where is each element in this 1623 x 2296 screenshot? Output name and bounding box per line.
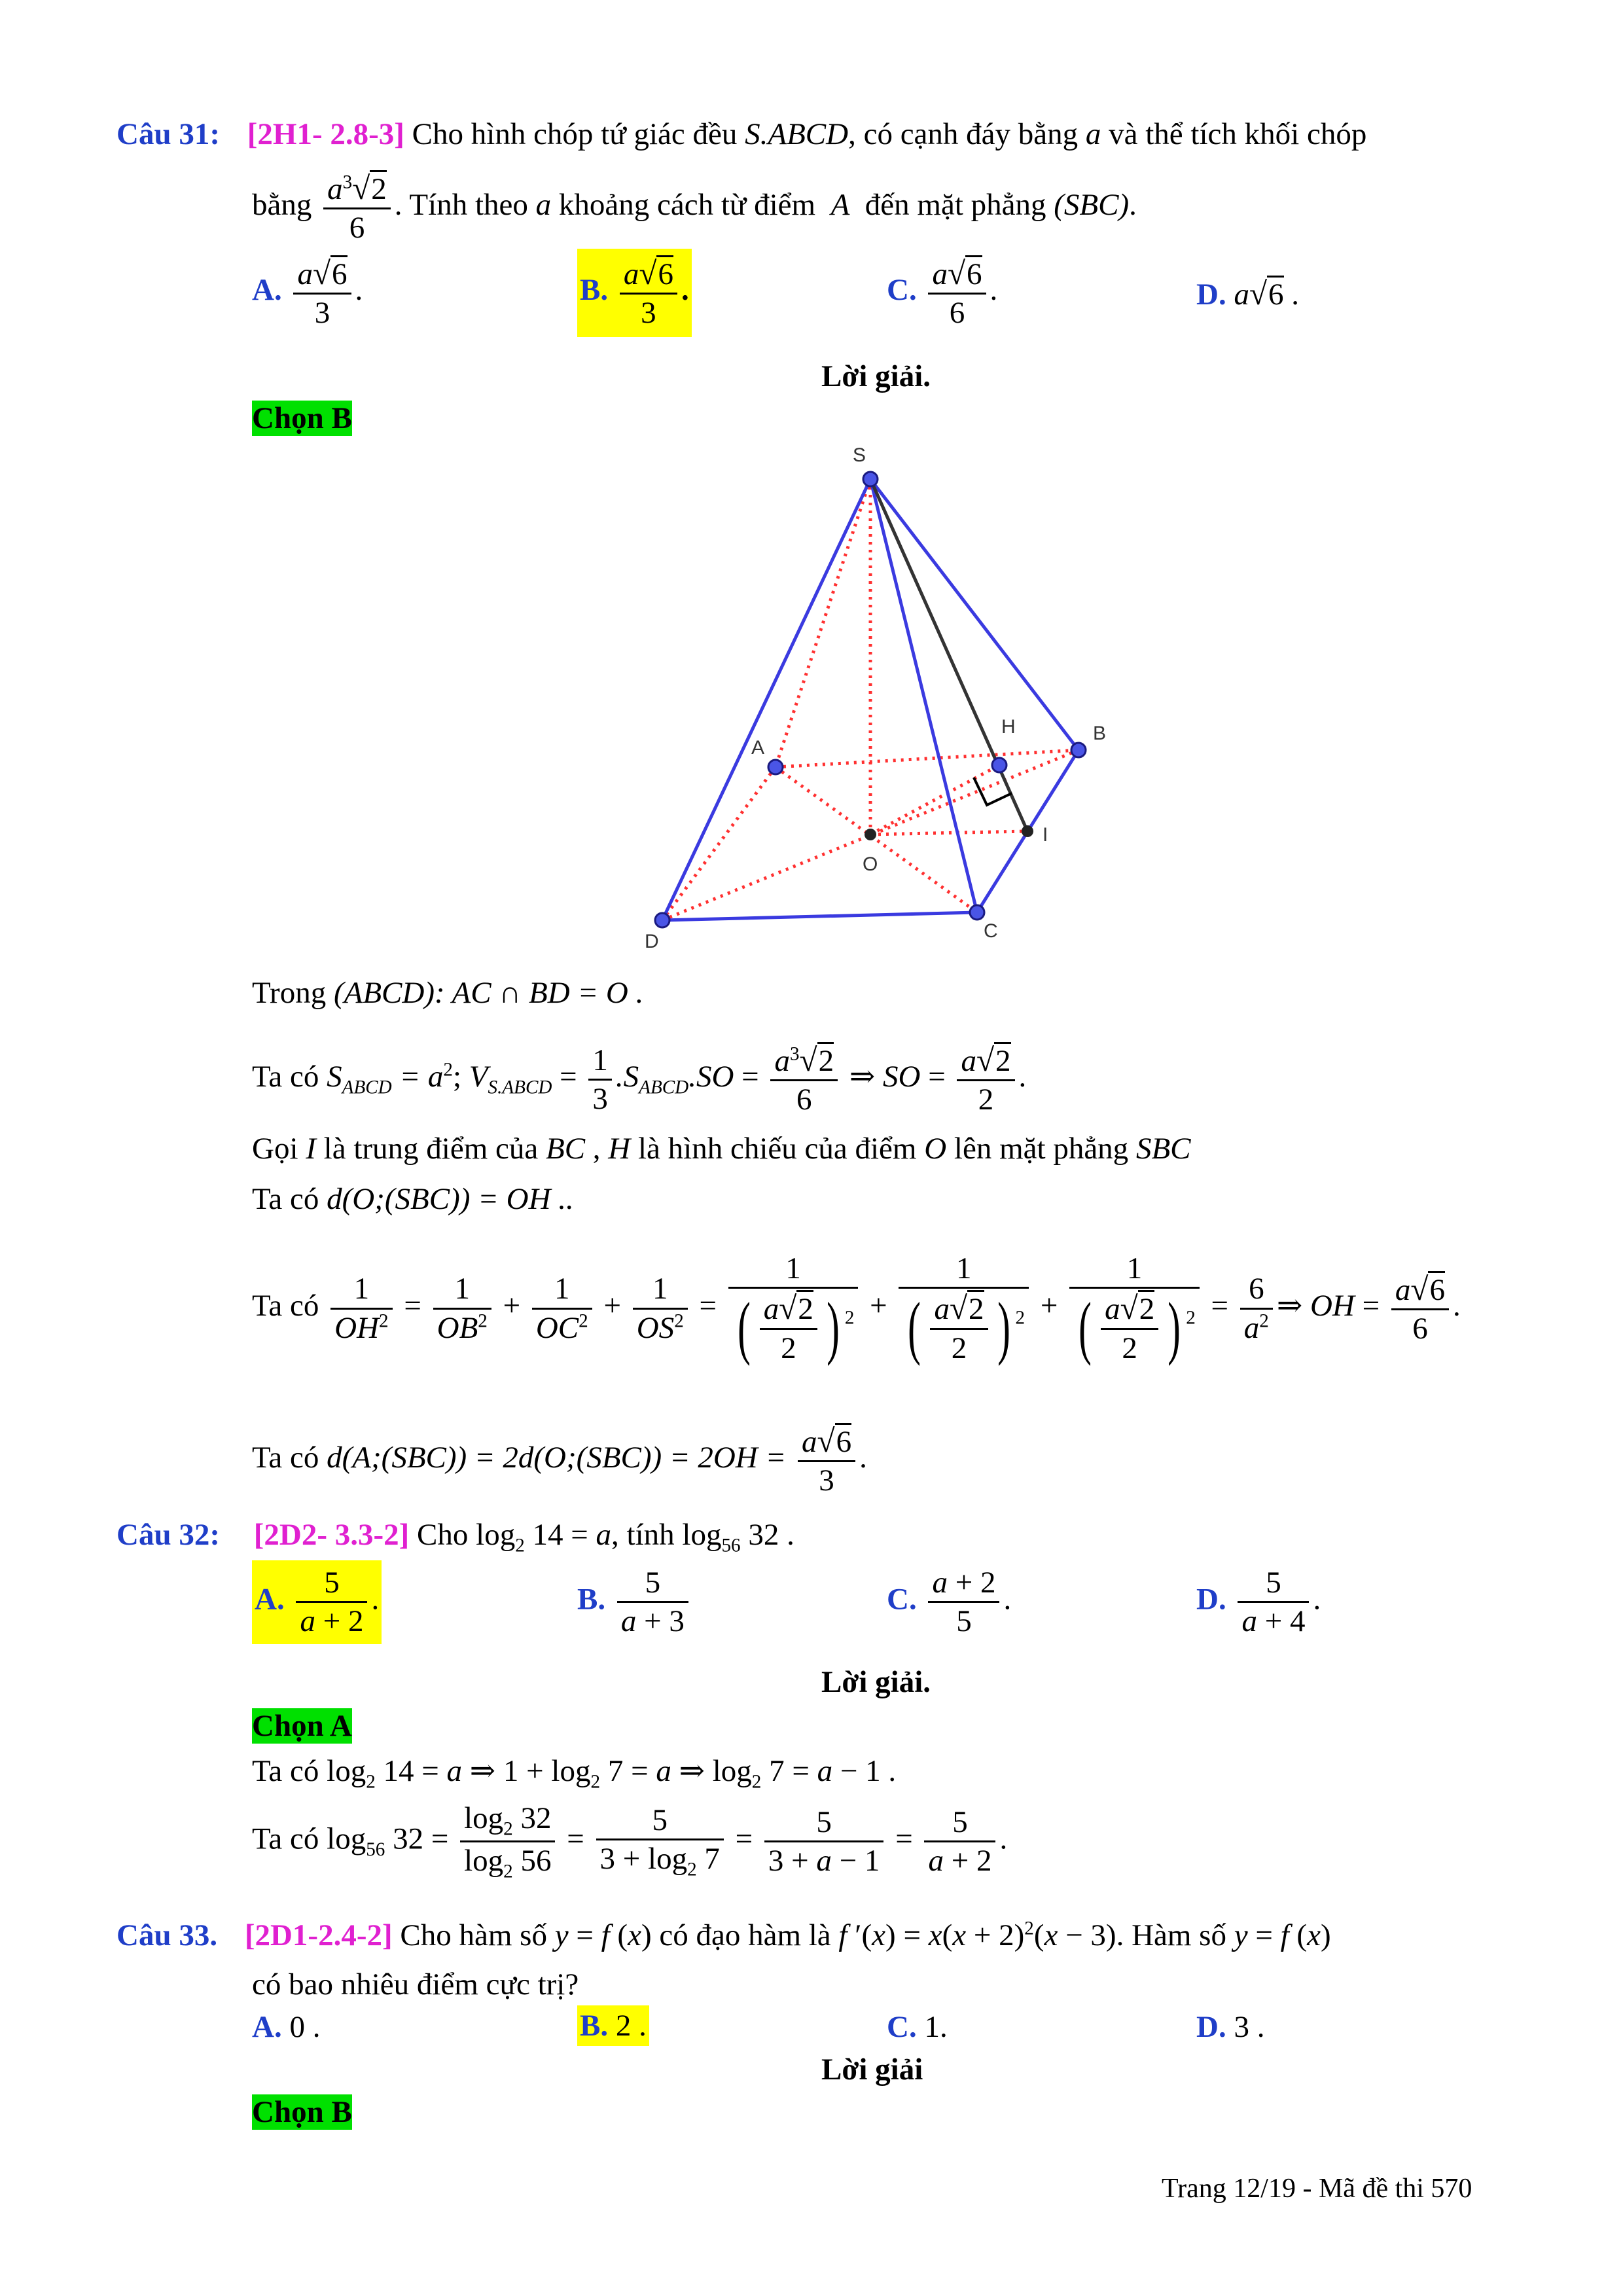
q31-label: Câu 31:: [116, 117, 220, 151]
q31-opt-d[interactable]: D. a√6 .: [1196, 276, 1300, 312]
label-d: D: [645, 931, 659, 952]
point-b: [1071, 743, 1086, 757]
seg-oi: [870, 831, 1027, 834]
edge-ad: [662, 767, 776, 920]
page-footer: Trang 12/19 - Mã đề thi 570: [1162, 2174, 1472, 2204]
label-i: I: [1043, 824, 1048, 846]
point-o: [865, 829, 876, 840]
q31-line1: Câu 31: [2H1- 2.8-3] Cho hình chóp tứ giác đều S.ABCD, có cạnh đáy bằng a và thể tích khối chóp: [116, 117, 1367, 151]
q33-opt-d[interactable]: D. 3 .: [1196, 2010, 1265, 2044]
point-a: [768, 760, 783, 774]
q31-sol-line5: Ta có $\frac{1}{OH^2}$ = $\frac{1}{OB^2}$ + $\frac{1}{OC^2}$ + $\frac{1}{OS^2}$ = 1 ( $\frac{a√2}{2}$ ) $^2$ + 1 ( $\frac{a√2}{2}$ ) $^2$ + 1 ( $\frac{a√2}{2}$ ) $^2$ = $\frac{6}{a^2}$ ⇒ OH = $\frac{a√6}{6}$ .: [252, 1251, 1461, 1367]
q31-opt-c[interactable]: C. $\frac{a√6}{6}$ .: [887, 255, 998, 331]
q33-opt-b[interactable]: B. 2 .: [577, 2005, 649, 2046]
q31-line2: bằng $\frac{a^3√2}{6}$ . Tính theo a khoảng cách từ điểm A đến mặt phẳng (SBC).: [252, 169, 1137, 247]
q31-opt-a[interactable]: A. $\frac{a√6}{3}$ .: [252, 255, 363, 331]
q31-choice: Chọn B: [252, 401, 352, 435]
edge-sa: [776, 479, 870, 767]
q31-opt-b[interactable]: B. $\frac{a√6}{3}$ .: [577, 249, 692, 337]
q32-opt-b[interactable]: B. $\frac{5}{a + 3}$: [577, 1564, 692, 1640]
q32-opt-c[interactable]: C. $\frac{a + 2}{5}$ .: [887, 1566, 1012, 1639]
q33-line2: có bao nhiêu điểm cực trị?: [252, 1967, 579, 2001]
point-s: [863, 472, 878, 486]
point-h: [992, 758, 1007, 772]
q33-opt-a[interactable]: A. 0 .: [252, 2010, 321, 2044]
pyramid-figure: [641, 445, 1139, 956]
seg-oh: [870, 765, 999, 834]
q33-solution-title: Lời giải: [821, 2053, 923, 2087]
q33-choice: Chọn B: [252, 2095, 352, 2129]
q33-label: Câu 33.: [116, 1918, 218, 1952]
q32-tag: [2D2- 3.3-2]: [253, 1518, 410, 1552]
q31-sol-line3: Gọi I là trung điểm của BC , H là hình chiếu của điểm O lên mặt phẳng SBC: [252, 1132, 1191, 1166]
q31-sol-line6: Ta có d(A;(SBC)) = 2d(O;(SBC)) = 2OH = $\frac{a√6}{3}$ .: [252, 1423, 867, 1498]
label-a: A: [751, 737, 765, 759]
q33-line1: Câu 33. [2D1-2.4-2] Cho hàm số y = f (x) có đạo hàm là f $'(x) = x(x + 2)^2(x - 3)$. Hàm số y = f (x): [116, 1918, 1331, 1952]
q31-sol-line4: Ta có d(O;(SBC)) = OH ..: [252, 1182, 574, 1216]
label-h: H: [1001, 716, 1016, 738]
q31-solution-title: Lời giải.: [821, 359, 931, 393]
point-c: [970, 905, 984, 920]
label-o: O: [863, 853, 878, 875]
q32-sol-line1: Ta có $\log_2 14 = a$ ⇒ $1 + \log_2 7 = a$ ⇒ $\log_2 7 = a - 1$ .: [252, 1754, 897, 1793]
point-i: [1022, 825, 1033, 837]
q32-opt-a[interactable]: A. $\frac{5}{a + 2}$ .: [252, 1560, 382, 1644]
q32-label: Câu 32:: [116, 1518, 220, 1552]
q31-sol-line2: Ta có $S_{ABCD} = a^2$; $V_{S.ABCD}$ = $\frac{1}{3}$ $.S_{ABCD}.SO$ = $\frac{a^3√2}{6}$ ⇒ SO = $\frac{a√2}{2}$ .: [252, 1042, 1027, 1117]
q32-choice: Chọn A: [252, 1709, 352, 1743]
q31-sol-line1: Trong (ABCD): AC ∩ BD = O .: [252, 976, 644, 1010]
q32-line1: Câu 32: [2D2- 3.3-2] Cho $\log_2 14 = a$, tính $\log_{56} 32$ .: [116, 1518, 794, 1556]
q32-sol-line2: Ta có $\log_{56} 32$ = $\frac{\log_2 32}{\log_2 56}$ = $\frac{5}{3 + \log_2 7}$ = $\frac{5}{3 + a - 1}$ = $\frac{5}{a + 2}$ .: [252, 1801, 1008, 1882]
edge-ab: [776, 750, 1079, 767]
q32-solution-title: Lời giải.: [821, 1665, 931, 1699]
q32-opt-d[interactable]: D. $\frac{5}{a + 4}$ .: [1196, 1566, 1321, 1639]
q33-opt-c[interactable]: C. 1.: [887, 2010, 948, 2044]
q33-tag: [2D1-2.4-2]: [244, 1918, 393, 1952]
label-c: C: [984, 920, 998, 942]
volume-fraction: $\frac{a^3√2}{6}$: [323, 169, 391, 247]
label-s: S: [853, 445, 866, 466]
label-b: B: [1093, 723, 1107, 744]
point-d: [655, 913, 669, 927]
q31-tag: [2H1- 2.8-3]: [247, 117, 404, 151]
